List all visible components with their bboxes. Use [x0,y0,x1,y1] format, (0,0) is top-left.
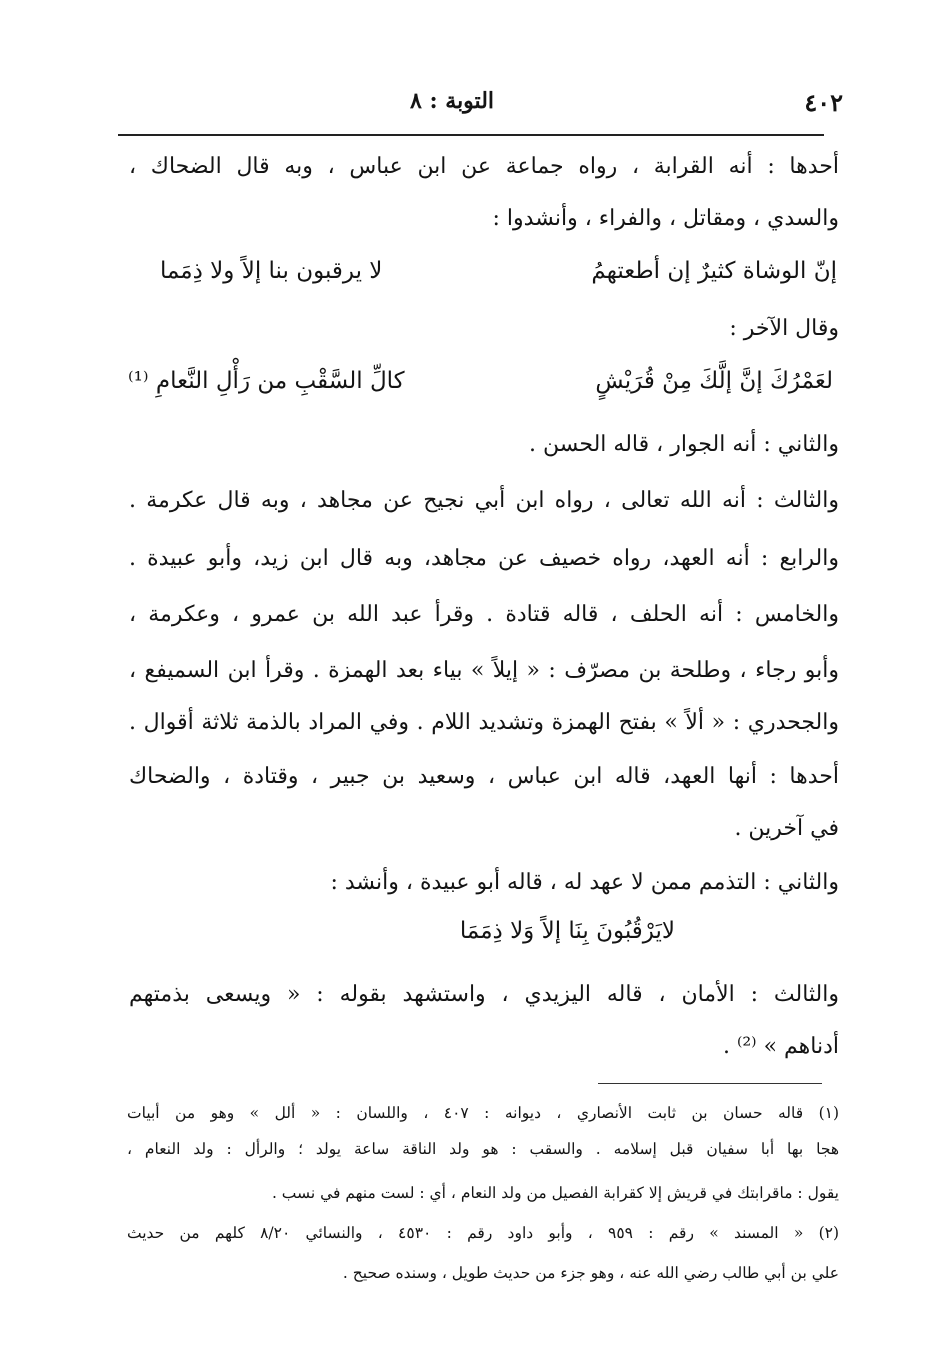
verse-second-hemistich: كالِّ السَّقْبِ من رَأْلِ النَّعامِ ⁽¹⁾ [128,368,405,394]
text-line: وقال الآخر : [729,316,839,341]
text-line: والرابع : أنه العهد، رواه خصيف عن مجاهد، وبه قال ابن زيد، وأبو عبيدة . [129,546,839,571]
text-line: أحدها : أنه القرابة ، رواه جماعة عن ابن عباس ، وبه قال الضحاك ، [129,154,839,179]
footnote-divider [598,1083,822,1084]
verse-second-hemistich: لا يرقبون بنا إلاً ولا ذِمَما [160,258,383,284]
running-title: التوبة : ٨ [410,88,495,114]
text-line: والجحدري : « ألاً » بفتح الهمزة وتشديد اللام . وفي المراد بالذمة ثلاثة أقوال . [129,710,839,735]
text-line: والثالث : أنه الله تعالى ، رواه ابن أبي نجيح عن مجاهد ، وبه قال عكرمة . [129,488,839,513]
text-line: والسدي ، ومقاتل ، والفراء ، وأنشدوا : [492,206,839,231]
footnote-line: (٢) « المسند » رقم : ٩٥٩ ، وأبو داود رقم : ٤٥٣٠ ، والنسائي ٨/٢٠ كلهم من حديث [127,1224,840,1242]
page-number: ٤٠٢ [804,88,843,117]
text-line: والثاني : التذمم ممن لا عهد له ، قاله أبو عبيدة ، وأنشد : [330,870,839,895]
verse-first-hemistich: لعَمْرُكَ إنَّ إلَّكَ مِنْ قُرَيْشٍ [595,368,833,394]
text-line: والخامس : أنه الحلف ، قاله قتادة . وقرأ عبد الله بن عمرو ، وعكرمة ، [129,602,839,627]
header-divider [118,134,824,136]
verse-first-hemistich: إنّ الوشاة كثيرٌ إن أطعتهمُ [591,258,837,284]
footnote-line: علي بن أبي طالب رضي الله عنه ، وهو جزء من حديث طويل ، وسنده صحيح . [342,1264,839,1282]
footnote-line: (١) قاله حسان بن ثابت الأنصاري ، ديوانه : ٤٠٧ ، واللسان : « ألل » وهو من أبيات [127,1104,840,1122]
footnote-line: يقول : ماقرابتك في قريش إلا كقرابة الفصيل من ولد النعام ، أي : لست منهم في نسب . [271,1184,839,1202]
text-line: في آخرين . [734,816,839,841]
footnote-line: هجا بها أبا سفيان قبل إسلامه . والسقب : هو ولد الناقة ساعة يولد ؛ والرأل : ولد النعام ، [127,1140,839,1158]
text-line: أدناهم » ⁽²⁾ . [722,1034,839,1059]
verse-line: لايَرْقُبُونَ بِنَا إلاً وَلا ذِمَمَا [459,918,675,944]
text-line: والثاني : أنه الجوار ، قاله الحسن . [529,432,839,457]
text-line: وأبو رجاء ، وطلحة بن مصرّف : « إيلاً » بياء بعد الهمزة . وقرأ ابن السميفع ، [129,658,839,683]
text-line: والثالث : الأمان ، قاله اليزيدي ، واستشهد بقوله : « ويسعى بذمتهم [129,982,839,1007]
text-line: أحدها : أنها العهد، قاله ابن عباس ، وسعيد بن جبير ، وقتادة ، والضحاك [129,764,839,789]
